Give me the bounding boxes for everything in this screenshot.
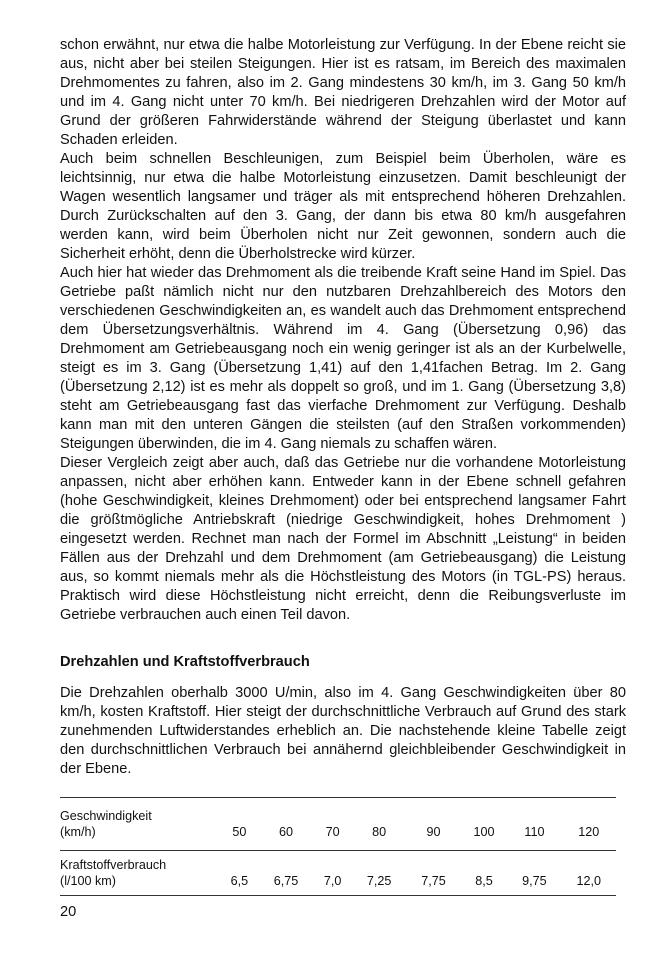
table-cell: 6,5 <box>220 851 259 896</box>
row-label-line: (km/h) <box>60 825 96 839</box>
table-cell: 50 <box>220 798 259 851</box>
table-cell: 9,75 <box>507 851 561 896</box>
table-cell: 7,25 <box>352 851 406 896</box>
table-cell: 70 <box>313 798 352 851</box>
row-label-line: (l/100 km) <box>60 874 116 888</box>
table-cell: 8,5 <box>461 851 508 896</box>
paragraph: schon erwähnt, nur etwa die halbe Motorleistung zur Verfügung. In der Ebene reicht sie aus, nicht aber bei steilen Steigungen. Hier ist es ratsam, im Bereich des maximalen Drehmomentes zu fahren, also im 2. Gang mindestens 30 km/h, im 3. Gang 50 km/h und im 4. Gang nicht unter 70 km/h. Bei niedrigeren Drehzahlen wird der Motor auf Grund der größeren Fahrwiderstände während der Steigung überlastet und kann Schaden erleiden. <box>60 37 626 148</box>
table-row <box>60 798 616 851</box>
row-label-line: Kraftstoffverbrauch <box>60 858 167 872</box>
table-cell: 80 <box>352 798 406 851</box>
page-number: 20 <box>60 904 77 920</box>
table-cell: 90 <box>406 798 460 851</box>
table-cell: 120 <box>562 798 616 851</box>
paragraph: Auch beim schnellen Beschleunigen, zum Beispiel beim Überholen, wäre es leichtsinnig, nur etwa die halbe Motorleistung einzusetzen. Damit beschleunigt der Wagen wesentlich langsamer und träger als mit entsprechend höheren Drehzahlen. Durch Zurückschalten auf den 3. Gang, der dann bis etwa 80 km/h ausgefahren werden kann, wird beim Überholen nicht nur Zeit gewonnen, sondern auch die Sicherheit erhöht, denn die Überholstrecke wird kürzer. <box>60 151 626 262</box>
table-row <box>60 851 616 896</box>
page <box>60 36 626 896</box>
paragraph: Dieser Vergleich zeigt aber auch, daß das Getriebe nur die vorhandene Motorleistung anpassen, nicht aber erhöhen kann. Entweder kann in der Ebene schnell gefahren (hohe Geschwindigkeit, kleines Drehmoment) oder bei entsprechend langsamer Fahrt die größtmögliche Antriebskraft (niedrige Geschwindigkeit, hohes Drehmoment ) eingesetzt werden. Rechnet man nach der Formel im Abschnitt „Leistung“ in beiden Fällen aus der Drehzahl und dem Drehmoment (am Getriebeausgang) die Leistung aus, so kommt niemals mehr als die Höchstleistung des Motors (in TGL-PS) heraus. Praktisch wird diese Höchstleistung nicht erreicht, denn die Reibungsverluste im Getriebe verbrauchen auch einen Teil davon. <box>60 455 626 623</box>
table-cell: 12,0 <box>562 851 616 896</box>
table-cell: 60 <box>259 798 313 851</box>
table-cell: 6,75 <box>259 851 313 896</box>
table-cell: 7,75 <box>406 851 460 896</box>
table-cell: 110 <box>507 798 561 851</box>
section-intro <box>60 684 626 779</box>
section-heading: Drehzahlen und Kraftstoffverbrauch <box>60 654 310 670</box>
table-cell: 7,0 <box>313 851 352 896</box>
consumption-table <box>60 797 626 896</box>
body-text <box>60 36 626 625</box>
paragraph: Auch hier hat wieder das Drehmoment als die treibende Kraft seine Hand im Spiel. Das Getriebe paßt nämlich nicht nur den nutzbaren Drehzahlbereich des Motors den verschiedenen Geschwindigkeiten an, es wandelt auch das Drehmoment entsprechend dem Übersetzungsverhältnis. Während im 4. Gang (Übersetzung 0,96) das Drehmoment am Getriebeausgang noch ein wenig geringer ist als an der Kurbelwelle, steigt es im 3. Gang (Übersetzung 1,41) auf den 1,41fachen Betrag. Im 2. Gang (Übersetzung 2,12) ist es mehr als doppelt so groß, und im 1. Gang (Übersetzung 3,8) steht am Getriebeausgang fast das vierfache Drehmoment zur Verfügung. Deshalb kann man mit den unteren Gängen die steilsten (auf den Straßen vorkommenden) Steigungen überwinden, die im 4. Gang niemals zu schaffen wären. <box>60 265 626 452</box>
row-label-line: Geschwindigkeit <box>60 809 152 823</box>
row-label <box>60 798 220 851</box>
paragraph: Die Drehzahlen oberhalb 3000 U/min, also im 4. Gang Geschwindigkeiten über 80 km/h, kosten Kraftstoff. Hier steigt der durchschnittliche Verbrauch auf Grund des stark zunehmenden Luftwiderstandes erheblich an. Die nachstehende kleine Tabelle zeigt den durchschnittlichen Verbrauch bei annähernd gleichbleibender Geschwindigkeit in der Ebene. <box>60 685 626 777</box>
table-cell: 100 <box>461 798 508 851</box>
row-label <box>60 851 220 896</box>
